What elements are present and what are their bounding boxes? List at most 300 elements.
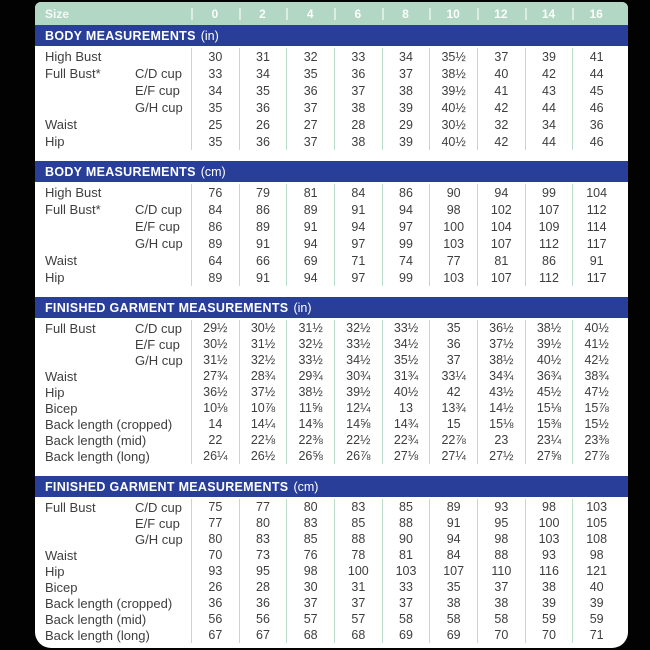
value-cell: 99 xyxy=(525,184,573,201)
value-cell: 103 xyxy=(429,235,477,252)
value-cell: 33 xyxy=(191,65,239,82)
value-cell: 69 xyxy=(429,627,477,643)
value-cell: 14¼ xyxy=(239,416,287,432)
value-cell: 90 xyxy=(429,184,477,201)
value-cell: 59 xyxy=(525,611,573,627)
value-cell: 100 xyxy=(525,515,573,531)
value-cell: 93 xyxy=(191,563,239,579)
value-cell: 80 xyxy=(191,531,239,547)
value-cell: 108 xyxy=(572,531,620,547)
value-cell: 38 xyxy=(334,133,382,150)
row-label: High Bust xyxy=(45,185,102,200)
value-cell: 107 xyxy=(525,201,573,218)
value-cell: 38½ xyxy=(286,384,334,400)
table-row xyxy=(35,579,628,595)
value-cell: 39 xyxy=(525,48,573,65)
cup-size-label: C/D cup xyxy=(135,66,182,81)
value-cell: 23¼ xyxy=(525,432,573,448)
value-cell: 22⅞ xyxy=(429,432,477,448)
cup-size-label: E/F cup xyxy=(135,83,180,98)
value-cell: 121 xyxy=(572,563,620,579)
value-cell: 88 xyxy=(334,531,382,547)
size-column-header: 12 xyxy=(477,7,525,21)
cup-size-label: E/F cup xyxy=(135,515,180,531)
row-label: Waist xyxy=(45,117,78,132)
row-label xyxy=(45,235,135,252)
value-cell: 26 xyxy=(239,116,287,133)
value-cell: 84 xyxy=(334,184,382,201)
value-cell: 28 xyxy=(334,116,382,133)
value-cell: 35 xyxy=(429,320,477,336)
value-cell: 91 xyxy=(286,218,334,235)
size-column-header: 10 xyxy=(429,7,477,21)
table-row xyxy=(35,531,628,547)
value-cell: 83 xyxy=(334,499,382,515)
value-cell: 43 xyxy=(525,82,573,99)
value-cell: 81 xyxy=(477,252,525,269)
value-cell: 31½ xyxy=(191,352,239,368)
value-cell: 37½ xyxy=(239,384,287,400)
value-cell: 41 xyxy=(477,82,525,99)
section-title: FINISHED GARMENT MEASUREMENTS xyxy=(45,300,289,315)
value-cell: 85 xyxy=(382,499,430,515)
value-cell: 69 xyxy=(382,627,430,643)
value-cell: 112 xyxy=(525,235,573,252)
size-column-header: 16 xyxy=(572,7,620,21)
row-label: Bicep xyxy=(45,400,78,416)
table-row xyxy=(35,416,628,432)
value-cell: 38¾ xyxy=(572,368,620,384)
row-label: Full Bust xyxy=(45,499,96,515)
value-cell: 30½ xyxy=(429,116,477,133)
value-cell: 66 xyxy=(239,252,287,269)
value-cell: 95 xyxy=(477,515,525,531)
size-header-label: Size xyxy=(45,6,70,21)
value-cell: 27¾ xyxy=(191,368,239,384)
value-cell: 35 xyxy=(239,82,287,99)
row-label: Waist xyxy=(45,547,78,563)
value-cell: 64 xyxy=(191,252,239,269)
value-cell: 71 xyxy=(572,627,620,643)
value-cell: 34 xyxy=(525,116,573,133)
value-cell: 47½ xyxy=(572,384,620,400)
value-cell: 36 xyxy=(239,133,287,150)
value-cell: 33½ xyxy=(286,352,334,368)
value-cell: 98 xyxy=(525,499,573,515)
value-cell: 31¾ xyxy=(382,368,430,384)
value-cell: 91 xyxy=(239,269,287,286)
value-cell: 37½ xyxy=(477,336,525,352)
value-cell: 27½ xyxy=(477,448,525,464)
section-header-finished-in xyxy=(35,297,628,318)
value-cell: 98 xyxy=(286,563,334,579)
value-cell: 89 xyxy=(191,235,239,252)
value-cell: 100 xyxy=(334,563,382,579)
value-cell: 117 xyxy=(572,269,620,286)
section-gap xyxy=(35,286,628,297)
value-cell: 29 xyxy=(382,116,430,133)
value-cell: 22⅜ xyxy=(286,432,334,448)
row-label: Waist xyxy=(45,253,78,268)
section-gap xyxy=(35,464,628,476)
value-cell: 31½ xyxy=(286,320,334,336)
value-cell: 23⅜ xyxy=(572,432,620,448)
table-row xyxy=(35,611,628,627)
value-cell: 58 xyxy=(477,611,525,627)
table-row xyxy=(35,48,628,65)
value-cell: 114 xyxy=(572,218,620,235)
value-cell: 23 xyxy=(477,432,525,448)
value-cell: 95 xyxy=(239,563,287,579)
value-cell: 81 xyxy=(382,547,430,563)
value-cell: 26⅝ xyxy=(286,448,334,464)
value-cell: 35 xyxy=(191,99,239,116)
row-label: Full Bust* xyxy=(45,66,101,81)
table-row xyxy=(35,499,628,515)
value-cell: 44 xyxy=(525,99,573,116)
value-cell: 42 xyxy=(477,99,525,116)
row-label xyxy=(45,99,135,116)
value-cell: 35 xyxy=(191,133,239,150)
value-cell: 57 xyxy=(286,611,334,627)
table-row xyxy=(35,116,628,133)
value-cell: 31 xyxy=(239,48,287,65)
value-cell: 97 xyxy=(382,218,430,235)
value-cell: 15⅛ xyxy=(525,400,573,416)
value-cell: 30¾ xyxy=(334,368,382,384)
value-cell: 32½ xyxy=(286,336,334,352)
value-cell: 38 xyxy=(334,99,382,116)
value-cell: 37 xyxy=(429,352,477,368)
value-cell: 36 xyxy=(572,116,620,133)
value-cell: 40 xyxy=(477,65,525,82)
table-row xyxy=(35,595,628,611)
row-label: Back length (mid) xyxy=(45,432,147,448)
section-title: BODY MEASUREMENTS xyxy=(45,164,196,179)
value-cell: 104 xyxy=(572,184,620,201)
value-cell: 39½ xyxy=(334,384,382,400)
value-cell: 14⅝ xyxy=(334,416,382,432)
value-cell: 37 xyxy=(382,595,430,611)
value-cell: 77 xyxy=(239,499,287,515)
value-cell: 34½ xyxy=(382,336,430,352)
value-cell: 59 xyxy=(572,611,620,627)
value-cell: 34 xyxy=(191,82,239,99)
table-row xyxy=(35,547,628,563)
value-cell: 39½ xyxy=(429,82,477,99)
size-column-header: 8 xyxy=(382,7,430,21)
value-cell: 11⅝ xyxy=(286,400,334,416)
value-cell: 89 xyxy=(191,269,239,286)
value-cell: 37 xyxy=(334,82,382,99)
value-cell: 56 xyxy=(239,611,287,627)
table-row xyxy=(35,99,628,116)
size-column-header: 2 xyxy=(239,7,287,21)
table-row xyxy=(35,320,628,336)
value-cell: 75 xyxy=(191,499,239,515)
value-cell: 37 xyxy=(477,579,525,595)
value-cell: 99 xyxy=(382,235,430,252)
value-cell: 15½ xyxy=(572,416,620,432)
value-cell: 97 xyxy=(334,235,382,252)
cup-size-label: G/H cup xyxy=(135,100,183,115)
value-cell: 36 xyxy=(286,82,334,99)
value-cell: 58 xyxy=(429,611,477,627)
value-cell: 44 xyxy=(525,133,573,150)
value-cell: 67 xyxy=(191,627,239,643)
value-cell: 91 xyxy=(239,235,287,252)
value-cell: 85 xyxy=(286,531,334,547)
row-label: Hip xyxy=(45,384,65,400)
value-cell: 76 xyxy=(191,184,239,201)
cup-size-label: E/F cup xyxy=(135,219,180,234)
value-cell: 32½ xyxy=(239,352,287,368)
value-cell: 30½ xyxy=(191,336,239,352)
section-unit: (in) xyxy=(200,28,219,43)
value-cell: 14½ xyxy=(477,400,525,416)
size-header-row xyxy=(35,2,628,25)
value-cell: 80 xyxy=(239,515,287,531)
value-cell: 30 xyxy=(286,579,334,595)
section-header-finished-cm xyxy=(35,476,628,497)
value-cell: 39 xyxy=(382,99,430,116)
table-row xyxy=(35,235,628,252)
value-cell: 102 xyxy=(477,201,525,218)
value-cell: 70 xyxy=(525,627,573,643)
value-cell: 38 xyxy=(429,595,477,611)
value-cell: 26⅞ xyxy=(334,448,382,464)
table-row xyxy=(35,627,628,643)
value-cell: 88 xyxy=(477,547,525,563)
cup-size-label: C/D cup xyxy=(135,320,182,336)
value-cell: 27⅞ xyxy=(572,448,620,464)
value-cell: 15⅞ xyxy=(572,400,620,416)
value-cell: 41½ xyxy=(572,336,620,352)
table-row xyxy=(35,133,628,150)
size-column-header: 0 xyxy=(191,7,239,21)
value-cell: 33 xyxy=(334,48,382,65)
value-cell: 45½ xyxy=(525,384,573,400)
row-label: Hip xyxy=(45,270,65,285)
section-unit: (in) xyxy=(293,300,312,315)
value-cell: 84 xyxy=(429,547,477,563)
value-cell: 39 xyxy=(572,595,620,611)
size-chart-card xyxy=(35,2,628,648)
value-cell: 89 xyxy=(286,201,334,218)
row-label xyxy=(45,531,135,547)
value-cell: 25 xyxy=(191,116,239,133)
value-cell: 94 xyxy=(429,531,477,547)
value-cell: 15 xyxy=(429,416,477,432)
row-label xyxy=(45,336,135,352)
value-cell: 112 xyxy=(525,269,573,286)
value-cell: 26 xyxy=(191,579,239,595)
value-cell: 37 xyxy=(286,99,334,116)
value-cell: 37 xyxy=(286,133,334,150)
row-label xyxy=(45,352,135,368)
value-cell: 74 xyxy=(382,252,430,269)
value-cell: 80 xyxy=(286,499,334,515)
value-cell: 39 xyxy=(382,133,430,150)
value-cell: 37 xyxy=(477,48,525,65)
cup-size-label: C/D cup xyxy=(135,202,182,217)
value-cell: 86 xyxy=(191,218,239,235)
value-cell: 26½ xyxy=(239,448,287,464)
value-cell: 73 xyxy=(239,547,287,563)
value-cell: 40½ xyxy=(525,352,573,368)
value-cell: 67 xyxy=(239,627,287,643)
value-cell: 13 xyxy=(382,400,430,416)
value-cell: 78 xyxy=(334,547,382,563)
value-cell: 27⅝ xyxy=(525,448,573,464)
value-cell: 36 xyxy=(429,336,477,352)
table-row xyxy=(35,515,628,531)
table-row xyxy=(35,184,628,201)
value-cell: 14¾ xyxy=(382,416,430,432)
value-cell: 103 xyxy=(525,531,573,547)
value-cell: 40 xyxy=(572,579,620,595)
value-cell: 31½ xyxy=(239,336,287,352)
value-cell: 42 xyxy=(429,384,477,400)
value-cell: 77 xyxy=(191,515,239,531)
value-cell: 32½ xyxy=(334,320,382,336)
value-cell: 94 xyxy=(382,201,430,218)
value-cell: 94 xyxy=(286,269,334,286)
value-cell: 85 xyxy=(334,515,382,531)
row-label xyxy=(45,82,135,99)
value-cell: 104 xyxy=(477,218,525,235)
value-cell: 38½ xyxy=(477,352,525,368)
value-cell: 39 xyxy=(525,595,573,611)
value-cell: 94 xyxy=(286,235,334,252)
cup-size-label: C/D cup xyxy=(135,499,182,515)
value-cell: 41 xyxy=(572,48,620,65)
value-cell: 22 xyxy=(191,432,239,448)
value-cell: 15⅛ xyxy=(477,416,525,432)
value-cell: 13¾ xyxy=(429,400,477,416)
row-label: Back length (cropped) xyxy=(45,416,173,432)
value-cell: 71 xyxy=(334,252,382,269)
value-cell: 86 xyxy=(382,184,430,201)
cup-size-label: G/H cup xyxy=(135,352,183,368)
section-unit: (cm) xyxy=(200,164,226,179)
row-label xyxy=(45,515,135,531)
value-cell: 26¼ xyxy=(191,448,239,464)
value-cell: 31 xyxy=(334,579,382,595)
value-cell: 110 xyxy=(477,563,525,579)
value-cell: 99 xyxy=(382,269,430,286)
row-label xyxy=(45,218,135,235)
value-cell: 27¼ xyxy=(429,448,477,464)
value-cell: 40½ xyxy=(429,99,477,116)
value-cell: 81 xyxy=(286,184,334,201)
row-label: Back length (cropped) xyxy=(45,595,173,611)
row-label: Hip xyxy=(45,563,65,579)
table-row xyxy=(35,368,628,384)
value-cell: 32 xyxy=(286,48,334,65)
value-cell: 68 xyxy=(334,627,382,643)
value-cell: 43½ xyxy=(477,384,525,400)
value-cell: 15⅜ xyxy=(525,416,573,432)
value-cell: 94 xyxy=(477,184,525,201)
table-row xyxy=(35,269,628,286)
value-cell: 33¼ xyxy=(429,368,477,384)
table-row xyxy=(35,336,628,352)
value-cell: 27 xyxy=(286,116,334,133)
value-cell: 103 xyxy=(429,269,477,286)
table-row xyxy=(35,448,628,464)
value-cell: 46 xyxy=(572,99,620,116)
value-cell: 77 xyxy=(429,252,477,269)
row-label: Back length (mid) xyxy=(45,611,147,627)
value-cell: 109 xyxy=(525,218,573,235)
row-label: Back length (long) xyxy=(45,627,150,643)
value-cell: 91 xyxy=(572,252,620,269)
value-cell: 27⅛ xyxy=(382,448,430,464)
value-cell: 22¾ xyxy=(382,432,430,448)
value-cell: 34 xyxy=(382,48,430,65)
row-label: Full Bust xyxy=(45,320,96,336)
value-cell: 37 xyxy=(382,65,430,82)
table-row xyxy=(35,563,628,579)
value-cell: 12¼ xyxy=(334,400,382,416)
section-header-body-cm xyxy=(35,161,628,182)
value-cell: 103 xyxy=(572,499,620,515)
table-row xyxy=(35,82,628,99)
value-cell: 10⅛ xyxy=(191,400,239,416)
size-column-header: 14 xyxy=(525,7,573,21)
value-cell: 93 xyxy=(477,499,525,515)
value-cell: 57 xyxy=(334,611,382,627)
value-cell: 98 xyxy=(429,201,477,218)
row-label: Full Bust* xyxy=(45,202,101,217)
value-cell: 42½ xyxy=(572,352,620,368)
value-cell: 36¾ xyxy=(525,368,573,384)
cup-size-label: G/H cup xyxy=(135,236,183,251)
value-cell: 76 xyxy=(286,547,334,563)
row-label: Waist xyxy=(45,368,78,384)
value-cell: 97 xyxy=(334,269,382,286)
value-cell: 38½ xyxy=(429,65,477,82)
value-cell: 107 xyxy=(477,235,525,252)
value-cell: 116 xyxy=(525,563,573,579)
table-row xyxy=(35,400,628,416)
size-column-header: 4 xyxy=(286,7,334,21)
value-cell: 39½ xyxy=(525,336,573,352)
value-cell: 40½ xyxy=(382,384,430,400)
value-cell: 91 xyxy=(429,515,477,531)
value-cell: 36 xyxy=(334,65,382,82)
value-cell: 40½ xyxy=(572,320,620,336)
value-cell: 33½ xyxy=(382,320,430,336)
table-row xyxy=(35,432,628,448)
value-cell: 89 xyxy=(429,499,477,515)
value-cell: 107 xyxy=(429,563,477,579)
value-cell: 30½ xyxy=(239,320,287,336)
section-unit: (cm) xyxy=(293,479,319,494)
value-cell: 30 xyxy=(191,48,239,65)
value-cell: 29¾ xyxy=(286,368,334,384)
row-label: Bicep xyxy=(45,579,78,595)
table-row xyxy=(35,218,628,235)
value-cell: 37 xyxy=(334,595,382,611)
section-gap xyxy=(35,150,628,161)
value-cell: 42 xyxy=(525,65,573,82)
value-cell: 10⅞ xyxy=(239,400,287,416)
value-cell: 112 xyxy=(572,201,620,218)
value-cell: 14⅜ xyxy=(286,416,334,432)
size-chart-tables xyxy=(35,25,628,643)
